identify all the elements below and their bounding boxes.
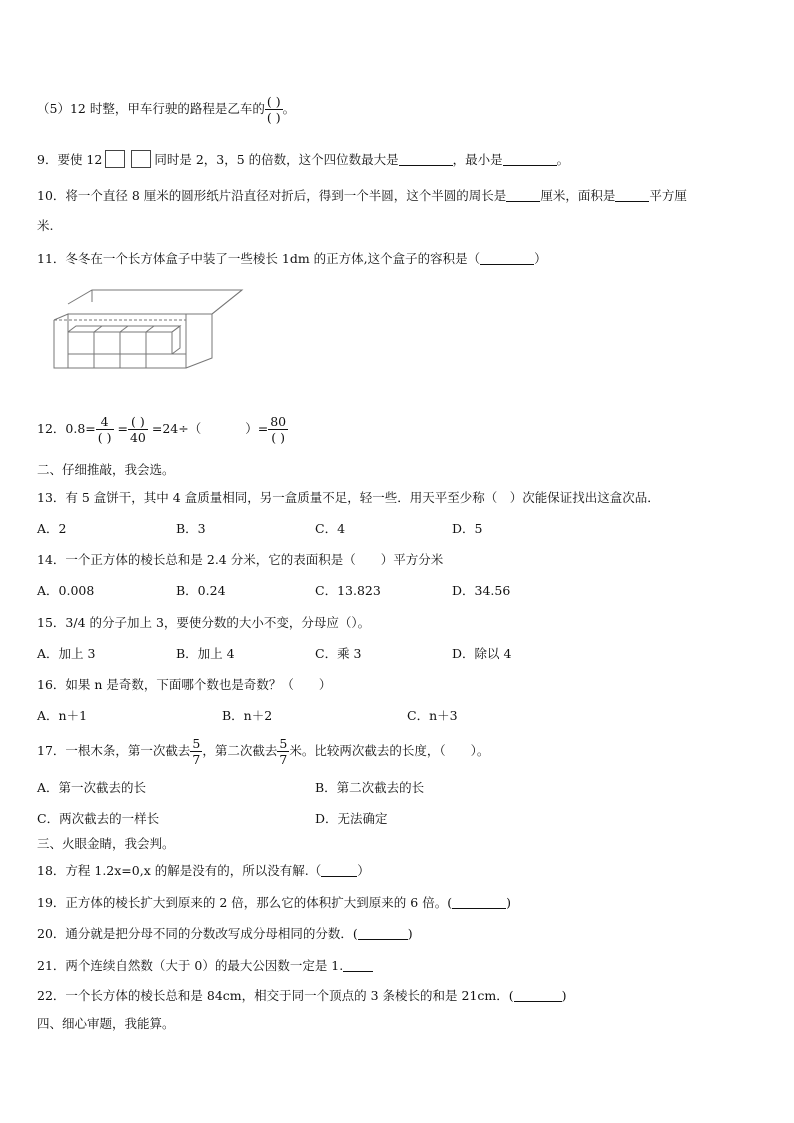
answer-blank	[358, 927, 408, 940]
question-5: （5）12 时整，甲车行驶的路程是乙车的 $\frac{( )}{( )}$ 。	[37, 94, 296, 125]
answer-blank	[452, 896, 506, 909]
question-10: 10．将一个直径 8 厘米的圆形纸片沿直径对折后，得到一个半圆，这个半圆的周长是 厘米，面积是 平方厘	[37, 188, 687, 203]
option-c: C．两次截去的一样长	[37, 811, 160, 826]
option-b: B．第二次截去的长	[315, 780, 425, 795]
option-d: D．无法确定	[315, 811, 388, 826]
question-20: 20．通分就是把分母不同的分数改写成分母相同的分数．( )	[37, 926, 413, 941]
fraction: $\frac{80}{( )}$	[270, 414, 287, 445]
answer-blank	[321, 864, 357, 877]
option-b: B．加上 4	[176, 646, 235, 661]
option-a: A．第一次截去的长	[37, 780, 147, 795]
option-b: B．0.24	[176, 583, 226, 598]
answer-blank	[514, 989, 562, 1002]
option-b: B．n＋2	[222, 708, 273, 723]
answer-blank	[480, 252, 534, 265]
option-a: A．0.008	[37, 583, 95, 598]
option-c: C．乘 3	[315, 646, 362, 661]
answer-blank	[343, 959, 373, 972]
fraction: $\frac{5}{7}$	[192, 736, 201, 767]
question-12: 12．0.8= $\frac{4}{( )}$ = $\frac{( )}{40}$ =24÷（ ）= $\frac{80}{( )}$	[37, 414, 287, 445]
answer-blank	[506, 189, 540, 202]
question-11: 11．冬冬在一个长方体盒子中装了一些棱长 1dm 的正方体,这个盒子的容积是（ ）	[37, 251, 547, 266]
section-2-heading: 二、仔细推敲，我会选。	[37, 462, 175, 477]
option-a: A．加上 3	[37, 646, 96, 661]
answer-blank	[399, 153, 453, 166]
option-a: A．2	[37, 521, 67, 536]
digit-box	[105, 150, 125, 168]
section-3-heading: 三、火眼金睛，我会判。	[37, 836, 175, 851]
option-d: D．除以 4	[452, 646, 512, 661]
question-15: 15．3/4 的分子加上 3，要使分数的大小不变，分母应（）。	[37, 615, 371, 630]
question-9: 9．要使 12 同时是 2，3，5 的倍数，这个四位数最大是 ，最小是 。	[37, 152, 570, 167]
question-17: 17．一根木条，第一次截去 $\frac{5}{7}$ ，第二次截去 $\frac{5}{7}$ 米。比较两次截去的长度，（ ）。	[37, 736, 490, 767]
question-21: 21．两个连续自然数（大于 0）的最大公因数一定是 1.	[37, 958, 373, 974]
fraction: $\frac{( )}{40}$	[129, 414, 146, 445]
fraction-blank: $\frac{( )}{( )}$	[266, 94, 281, 125]
question-14: 14．一个正方体的棱长总和是 2.4 分米，它的表面积是（ ）平方分米	[37, 552, 444, 567]
option-d: D．34.56	[452, 583, 511, 598]
option-c: C．4	[315, 521, 346, 536]
fraction: $\frac{4}{( )}$	[97, 414, 112, 445]
option-c: C．n＋3	[407, 708, 458, 723]
option-b: B．3	[176, 521, 206, 536]
option-a: A．n＋1	[37, 708, 88, 723]
answer-blank	[615, 189, 649, 202]
question-18: 18．方程 1.2x=0,x 的解是没有的，所以没有解.（ ）	[37, 863, 370, 878]
question-19: 19．正方体的棱长扩大到原来的 2 倍，那么它的体积扩大到原来的 6 倍。( )	[37, 895, 511, 910]
section-4-heading: 四、细心审题，我能算。	[37, 1016, 175, 1031]
digit-box	[131, 150, 151, 168]
option-d: D．5	[452, 521, 483, 536]
question-16: 16．如果 n 是奇数，下面哪个数也是奇数？（ ）	[37, 677, 332, 692]
open-box-figure	[52, 288, 244, 374]
answer-blank	[503, 153, 557, 166]
question-22: 22．一个长方体的棱长总和是 84cm，相交于同一个顶点的 3 条棱长的和是 21cm．( )	[37, 988, 567, 1003]
question-10-continued: 米.	[37, 218, 54, 233]
question-13: 13．有 5 盒饼干，其中 4 盒质量相同，另一盒质量不足，轻一些．用天平至少称（ ）次能保证找出这盒次品．	[37, 490, 660, 505]
fraction: $\frac{5}{7}$	[279, 736, 288, 767]
option-c: C．13.823	[315, 583, 381, 598]
